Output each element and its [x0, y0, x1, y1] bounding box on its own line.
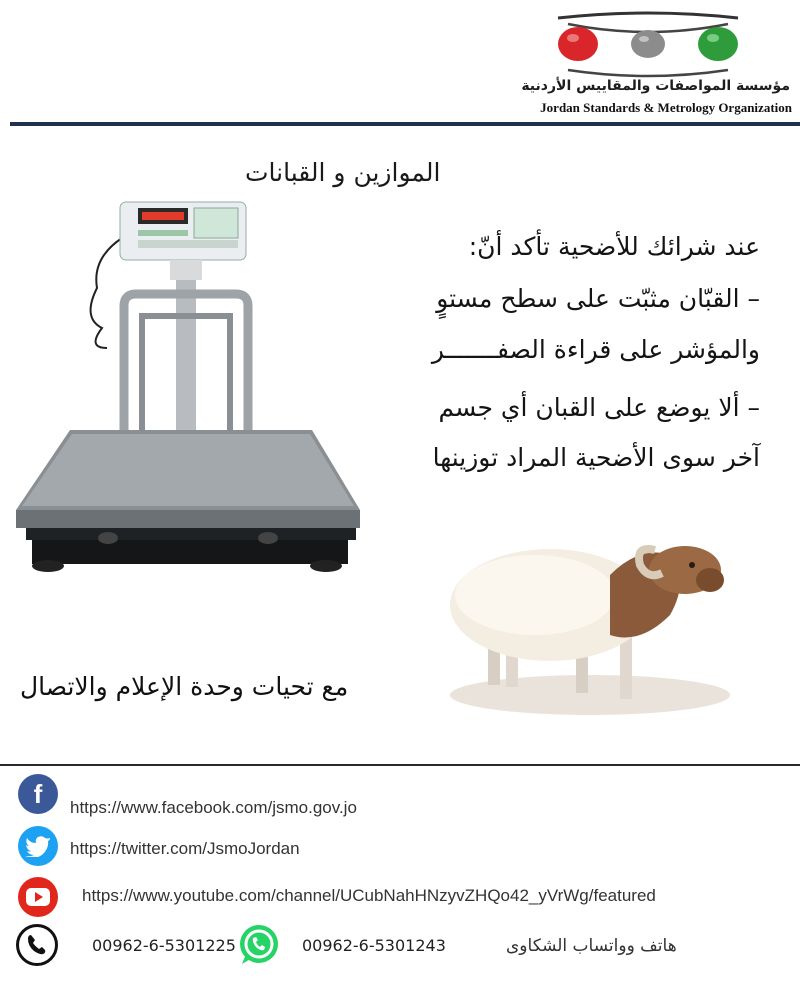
org-name-english: Jordan Standards & Metrology Organization [540, 100, 792, 115]
sheep-image [440, 525, 740, 725]
phone-number[interactable]: 00962-6-5301225 [92, 936, 236, 955]
poster-title: الموازين و القبانات [245, 158, 441, 187]
org-name-arabic: مؤسسة المواصفات والمقاييس الأردنية [521, 78, 790, 94]
greeting-text: مع تحيات وحدة الإعلام والاتصال [20, 672, 349, 701]
instruction-line: آخر سوى الأضحية المراد توزينها [432, 443, 760, 472]
facebook-icon[interactable] [18, 774, 58, 814]
instruction-line: – ألا يوضع على القبان أي جسم [438, 393, 760, 422]
platform-scale-image [12, 198, 372, 578]
facebook-link[interactable]: https://www.facebook.com/jsmo.gov.jo [70, 798, 357, 817]
instruction-line: والمؤشر على قراءة الصفـــــــر [431, 335, 760, 364]
instruction-line: عند شرائك للأضحية تأكد أنّ: [468, 232, 760, 261]
complaints-label: هاتف وواتساب الشكاوى [506, 936, 677, 956]
whatsapp-icon [236, 922, 282, 968]
twitter-icon[interactable] [18, 826, 58, 866]
youtube-icon[interactable] [18, 877, 58, 917]
instruction-line: – القبّان مثبّت على سطح مستوٍ [436, 284, 760, 313]
header-divider [10, 122, 800, 126]
phone-icon [16, 924, 58, 966]
whatsapp-number[interactable]: 00962-6-5301243 [302, 936, 446, 955]
logo-icon [548, 10, 748, 80]
twitter-link[interactable]: https://twitter.com/JsmoJordan [70, 839, 300, 858]
section-divider [0, 764, 800, 766]
youtube-link[interactable]: https://www.youtube.com/channel/UCubNahHNzyvZHQo42_yVrWg/featured [82, 886, 656, 905]
svg-text:f: f [33, 779, 43, 809]
